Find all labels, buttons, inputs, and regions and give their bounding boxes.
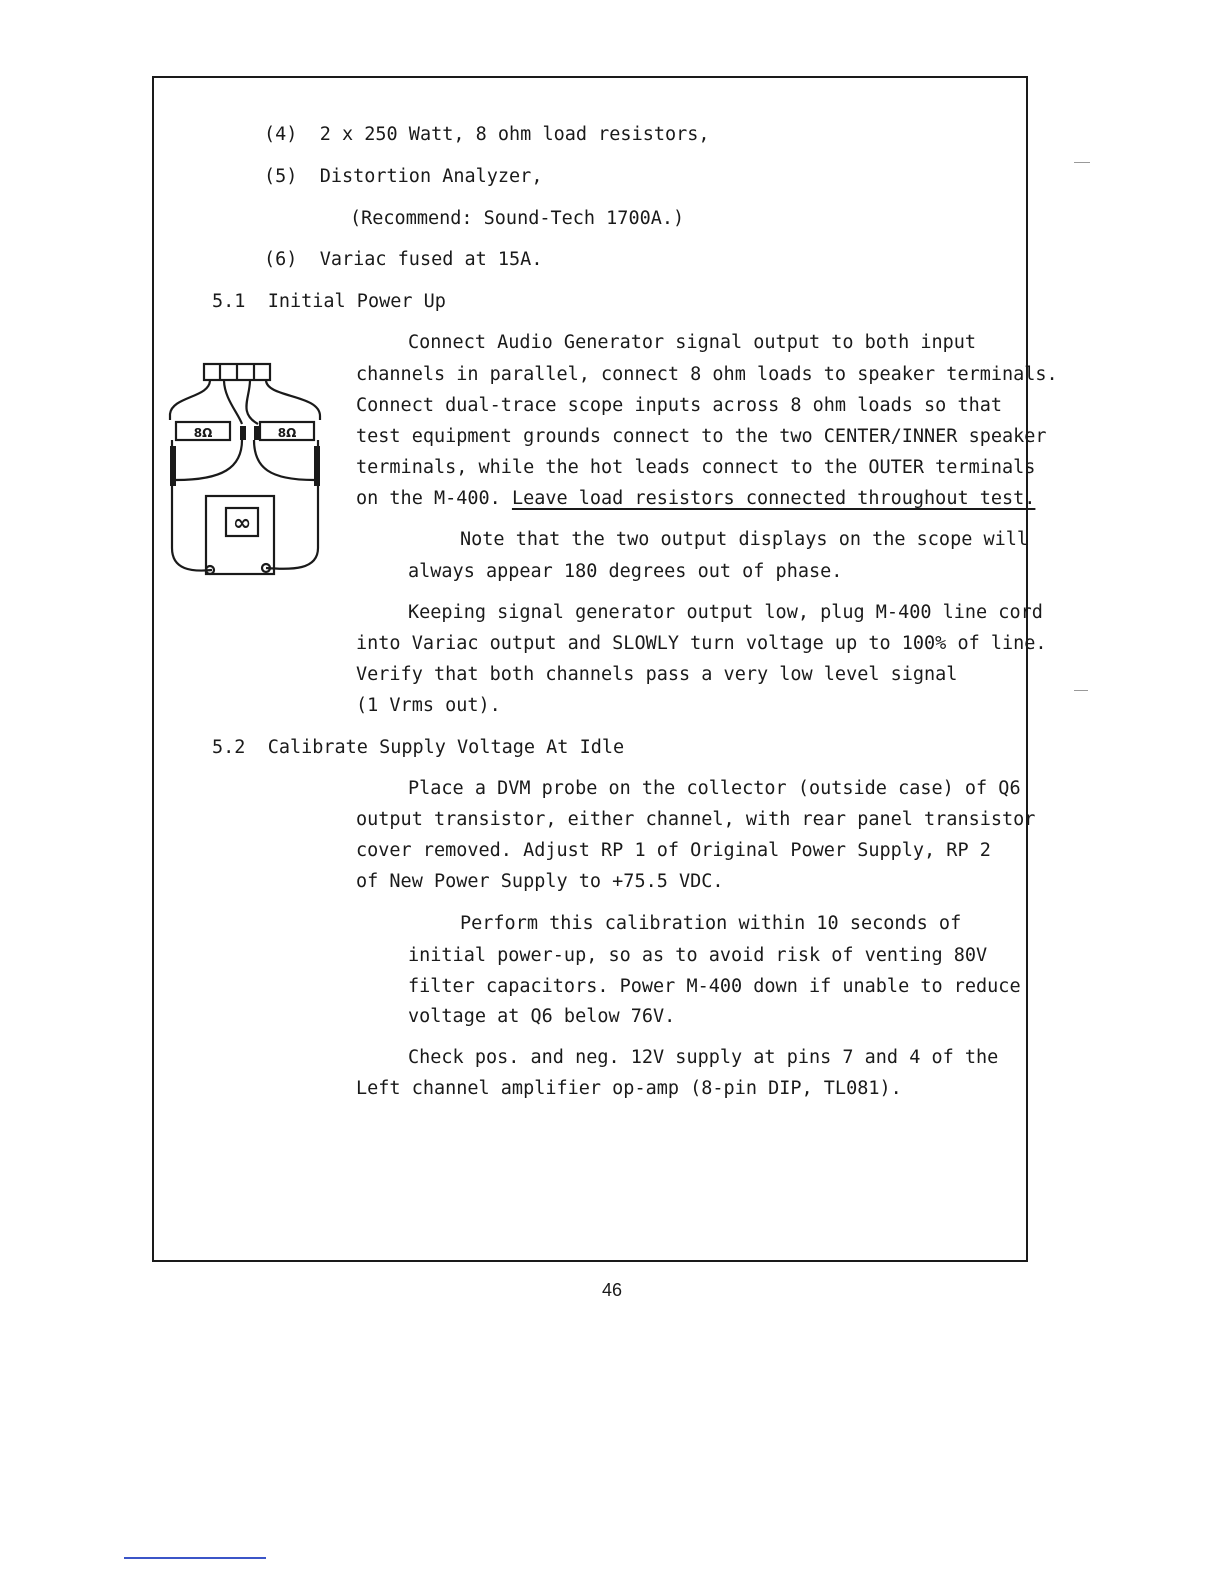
scan-mark bbox=[1074, 690, 1088, 691]
list-item-5-note: (Recommend: Sound-Tech 1700A.) bbox=[350, 208, 685, 229]
s52-p2-line1: Check pos. and neg. 12V supply at pins 7 and 4 of the bbox=[408, 1047, 999, 1068]
s52-note-line3: filter capacitors. Power M-400 down if unable to reduce bbox=[408, 976, 1021, 997]
s52-p1-line2: output transistor, either channel, with rear panel transistor bbox=[356, 809, 1036, 830]
scope-label: ∞ bbox=[232, 511, 252, 536]
s52-note-line4: voltage at Q6 below 76V. bbox=[408, 1006, 676, 1027]
s52-p1-line1: Place a DVM probe on the collector (outside case) of Q6 bbox=[408, 778, 1021, 799]
s52-note-line1: Perform this calibration within 10 seconds of bbox=[460, 913, 962, 934]
s51-p1-line2: channels in parallel, connect 8 ohm loads to speaker terminals. bbox=[356, 364, 1058, 385]
s52-p1-line3: cover removed. Adjust RP 1 of Original Power Supply, RP 2 bbox=[356, 840, 991, 861]
list-item-4: (4) 2 x 250 Watt, 8 ohm load resistors, bbox=[264, 124, 710, 145]
s51-p1-line1: Connect Audio Generator signal output to both input bbox=[408, 332, 977, 353]
scan-mark bbox=[1074, 162, 1090, 163]
underlined-instruction: Leave load resistors connected throughout test. bbox=[511, 488, 1036, 509]
s51-p2-line1: Keeping signal generator output low, plug M-400 line cord bbox=[408, 602, 1043, 623]
s52-p1-line4: of New Power Supply to +75.5 VDC. bbox=[356, 871, 724, 892]
s52-note-line2: initial power-up, so as to avoid risk of venting 80V bbox=[408, 945, 988, 966]
left-resistor-label: 8Ω bbox=[193, 426, 213, 440]
s51-p1-line3: Connect dual-trace scope inputs across 8 ohm loads so that bbox=[356, 395, 1003, 416]
s51-p1-line5: terminals, while the hot leads connect to the OUTER terminals bbox=[356, 457, 1036, 478]
s51-note-line1: Note that the two output displays on the scope will bbox=[460, 529, 1029, 550]
s51-p2-line4: (1 Vrms out). bbox=[356, 695, 501, 716]
s51-p1-line6: on the M-400. Leave load resistors connected throughout test. bbox=[356, 488, 1036, 509]
list-item-6: (6) Variac fused at 15A. bbox=[264, 249, 543, 270]
s51-p2-line3: Verify that both channels pass a very low level signal bbox=[356, 664, 958, 685]
wiring-diagram bbox=[162, 358, 324, 580]
s52-p2-line2: Left channel amplifier op-amp (8-pin DIP, TL081). bbox=[356, 1078, 902, 1099]
section-5-1-heading: 5.1 Initial Power Up bbox=[212, 291, 446, 312]
s51-p1-line4: test equipment grounds connect to the two CENTER/INNER speaker bbox=[356, 426, 1047, 447]
scan-edge-line bbox=[124, 1557, 266, 1559]
right-resistor-label: 8Ω bbox=[277, 426, 297, 440]
list-item-5: (5) Distortion Analyzer, bbox=[264, 166, 543, 187]
page-number: 46 bbox=[601, 1280, 623, 1300]
s51-p2-line2: into Variac output and SLOWLY turn voltage up to 100% of line. bbox=[356, 633, 1047, 654]
s51-note-line2: always appear 180 degrees out of phase. bbox=[408, 561, 843, 582]
section-5-2-heading: 5.2 Calibrate Supply Voltage At Idle bbox=[212, 737, 625, 758]
